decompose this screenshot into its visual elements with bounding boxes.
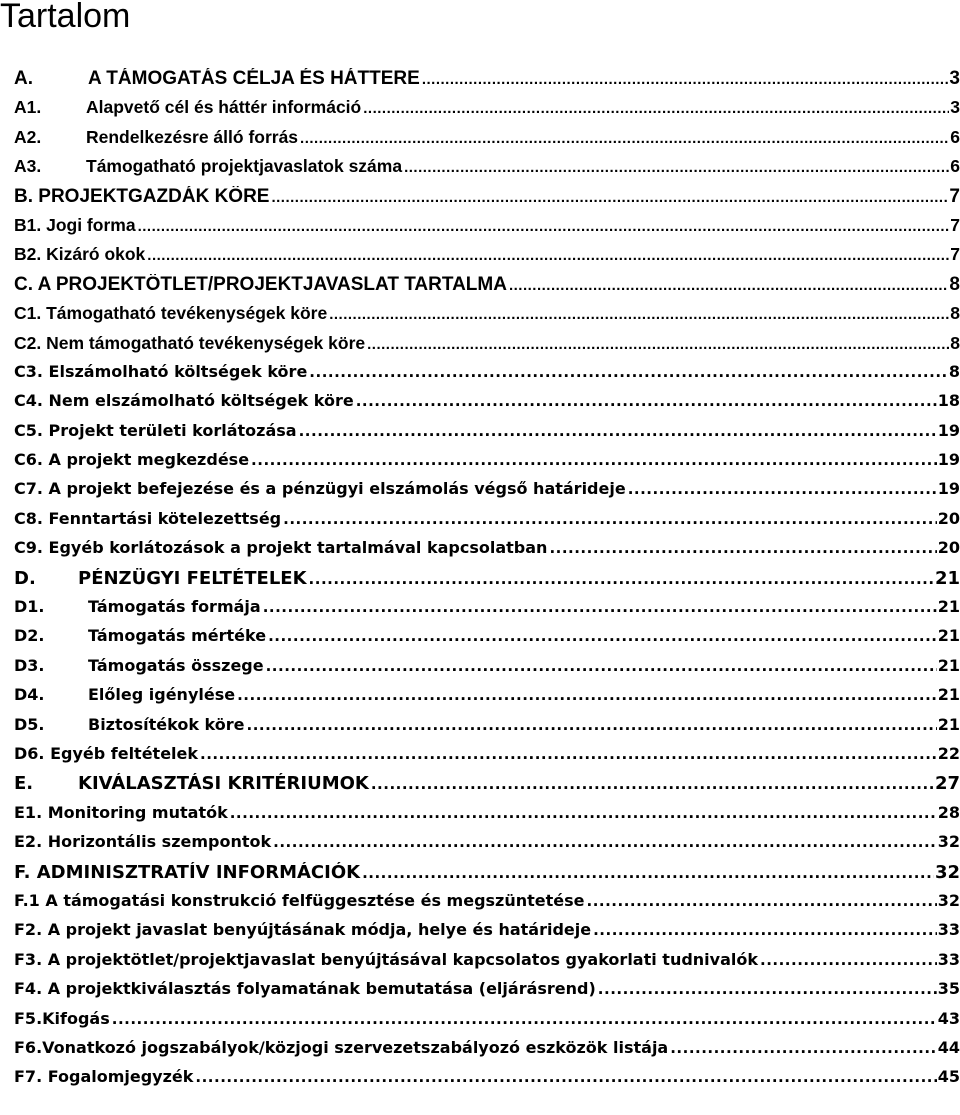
- toc-entry-page-number: 21: [937, 597, 960, 617]
- toc-entry[interactable]: [14, 832, 960, 861]
- toc-entry-label: F. ADMINISZTRATÍV INFORMÁCIÓK: [14, 861, 361, 883]
- toc-entry-label: B1. Jogi forma: [14, 214, 136, 235]
- toc-entry-label: A TÁMOGATÁS CÉLJA ÉS HÁTTERE: [88, 68, 420, 89]
- toc-dot-leader: [593, 921, 937, 939]
- toc-entry-number: D2.: [14, 626, 45, 646]
- toc-dot-leader: [266, 657, 937, 675]
- toc-dot-leader: [230, 804, 937, 822]
- toc-entry[interactable]: [14, 509, 960, 538]
- toc-entry-page-number: 21: [937, 714, 960, 734]
- toc-entry-label: B. PROJEKTGAZDÁK KÖRE: [14, 185, 270, 207]
- toc-entry-page-number: 33: [937, 949, 960, 969]
- toc-entry-page-number: 6: [950, 156, 960, 177]
- toc-entry[interactable]: [14, 362, 960, 391]
- toc-entry[interactable]: [14, 156, 960, 185]
- toc-entry-page-number: 21: [934, 567, 960, 589]
- toc-entry[interactable]: [14, 979, 960, 1008]
- toc-entry-label: KIVÁLASZTÁSI KRITÉRIUMOK: [78, 773, 369, 795]
- toc-dot-leader: [422, 71, 949, 88]
- toc-dot-leader: [299, 422, 937, 440]
- toc-dot-leader: [138, 218, 950, 235]
- toc-entry-page-number: 20: [937, 508, 960, 528]
- toc-dot-leader: [356, 392, 937, 410]
- toc-entry[interactable]: [14, 773, 960, 802]
- toc-entry-number: D.: [14, 567, 36, 589]
- toc-entry-page-number: 6: [950, 126, 960, 147]
- toc-entry-page-number: 19: [937, 479, 960, 499]
- toc-entry-page-number: 45: [937, 1067, 960, 1087]
- toc-entry-number: D3.: [14, 655, 45, 675]
- toc-entry[interactable]: [14, 391, 960, 420]
- toc-entry[interactable]: [14, 303, 960, 332]
- toc-entry[interactable]: [14, 715, 960, 744]
- toc-entry-label: C6. A projekt megkezdése: [14, 450, 250, 470]
- toc-dot-leader: [362, 864, 934, 882]
- toc-dot-leader: [273, 833, 937, 851]
- toc-entry-page-number: 7: [950, 214, 960, 235]
- toc-entry[interactable]: [14, 597, 960, 626]
- toc-entry-number: A2.: [14, 126, 42, 147]
- toc-entry-label: C2. Nem támogatható tevékenységek köre: [14, 332, 366, 353]
- toc-dot-leader: [309, 363, 948, 381]
- toc-dot-leader: [147, 247, 949, 264]
- toc-entry-label: F4. A projektkiválasztás folyamatának bemutatása (eljárásrend): [14, 979, 596, 999]
- toc-entry[interactable]: [14, 421, 960, 450]
- toc-entry[interactable]: [14, 803, 960, 832]
- toc-entry-page-number: 19: [937, 420, 960, 440]
- toc-dot-leader: [363, 100, 949, 117]
- toc-entry-number: D5.: [14, 714, 45, 734]
- toc-entry-page-number: 7: [950, 244, 960, 265]
- toc-dot-leader: [598, 980, 937, 998]
- toc-entry[interactable]: [14, 626, 960, 655]
- toc-entry-page-number: 28: [937, 802, 960, 822]
- toc-dot-leader: [371, 775, 934, 793]
- toc-entry[interactable]: [14, 215, 960, 244]
- toc-entry-label: Támogatás összege: [88, 655, 264, 675]
- toc-entry-label: Biztosítékok köre: [88, 714, 245, 734]
- toc-entry-label: C5. Projekt területi korlátozása: [14, 420, 297, 440]
- table-of-contents: [14, 68, 960, 1097]
- toc-entry[interactable]: [14, 68, 960, 97]
- toc-dot-leader: [549, 539, 936, 557]
- toc-dot-leader: [195, 1068, 936, 1086]
- toc-dot-leader: [670, 1039, 937, 1057]
- toc-entry-page-number: 44: [937, 1037, 960, 1057]
- toc-entry-label: PÉNZÜGYI FELTÉTELEK: [78, 567, 307, 589]
- toc-entry-label: C4. Nem elszámolható költségek köre: [14, 391, 354, 411]
- toc-dot-leader: [200, 745, 937, 763]
- toc-entry-page-number: 7: [949, 185, 960, 207]
- toc-dot-leader: [112, 1010, 937, 1028]
- toc-entry[interactable]: [14, 950, 960, 979]
- toc-entry-label: C. A PROJEKTÖTLET/PROJEKTJAVASLAT TARTALMA: [14, 273, 507, 295]
- toc-entry[interactable]: [14, 538, 960, 567]
- toc-dot-leader: [760, 951, 937, 969]
- toc-entry[interactable]: [14, 1009, 960, 1038]
- toc-entry-label: E2. Horizontális szempontok: [14, 832, 272, 852]
- toc-entry-page-number: 21: [937, 655, 960, 675]
- toc-entry-label: F5.Kifogás: [14, 1008, 110, 1028]
- toc-entry[interactable]: [14, 568, 960, 597]
- toc-entry-label: Támogatás formája: [88, 597, 261, 617]
- toc-entry-label: F3. A projektötlet/projektjavaslat benyújtásával kapcsolatos gyakorlati tudnivalók: [14, 949, 759, 969]
- toc-dot-leader: [628, 480, 937, 498]
- toc-dot-leader: [309, 570, 934, 588]
- toc-entry-label: Támogatás mértéke: [88, 626, 267, 646]
- toc-entry-page-number: 21: [937, 685, 960, 705]
- toc-entry[interactable]: [14, 685, 960, 714]
- toc-entry[interactable]: [14, 333, 960, 362]
- toc-entry-page-number: 3: [950, 97, 960, 118]
- toc-dot-leader: [247, 716, 937, 734]
- toc-dot-leader: [509, 277, 948, 294]
- toc-entry-label: C3. Elszámolható költségek köre: [14, 361, 308, 381]
- toc-dot-leader: [300, 130, 949, 147]
- toc-entry-page-number: 43: [937, 1008, 960, 1028]
- toc-entry[interactable]: [14, 274, 960, 303]
- toc-entry[interactable]: [14, 1038, 960, 1067]
- toc-entry-label: E1. Monitoring mutatók: [14, 802, 228, 822]
- toc-entry-label: B2. Kizáró okok: [14, 244, 146, 265]
- toc-entry[interactable]: [14, 127, 960, 156]
- toc-entry[interactable]: [14, 656, 960, 685]
- page-title: Tartalom: [0, 0, 131, 35]
- toc-dot-leader: [263, 598, 937, 616]
- toc-dot-leader: [237, 686, 937, 704]
- toc-entry[interactable]: [14, 1067, 960, 1096]
- toc-entry-page-number: 33: [937, 920, 960, 940]
- toc-entry-label: Előleg igénylése: [88, 685, 236, 705]
- toc-entry[interactable]: [14, 479, 960, 508]
- toc-dot-leader: [271, 189, 948, 206]
- toc-entry-page-number: 19: [937, 450, 960, 470]
- toc-entry[interactable]: [14, 744, 960, 773]
- toc-entry[interactable]: [14, 244, 960, 273]
- toc-entry[interactable]: [14, 97, 960, 126]
- toc-entry-page-number: 8: [949, 273, 960, 295]
- toc-dot-leader: [367, 336, 949, 353]
- toc-entry-label: C9. Egyéb korlátozások a projekt tartalmával kapcsolatban: [14, 538, 548, 558]
- toc-entry-page-number: 8: [948, 361, 960, 381]
- toc-entry-number: E.: [14, 773, 34, 795]
- toc-entry-page-number: 35: [937, 979, 960, 999]
- toc-dot-leader: [268, 627, 937, 645]
- toc-entry-page-number: 21: [937, 626, 960, 646]
- toc-entry-label: C7. A projekt befejezése és a pénzügyi elszámolás végső határideje: [14, 479, 626, 499]
- toc-entry-number: A1.: [14, 97, 42, 118]
- toc-entry-label: Támogatható projektjavaslatok száma: [86, 156, 403, 177]
- toc-entry[interactable]: [14, 920, 960, 949]
- toc-entry-page-number: 8: [950, 332, 960, 353]
- toc-entry-page-number: 3: [949, 68, 960, 89]
- toc-entry-label: F6.Vonatkozó jogszabályok/közjogi szervezetszabályozó eszközök listája: [14, 1037, 669, 1057]
- toc-dot-leader: [587, 892, 937, 910]
- toc-dot-leader: [329, 306, 949, 323]
- toc-entry-number: D4.: [14, 685, 45, 705]
- toc-entry-label: F7. Fogalomjegyzék: [14, 1067, 194, 1087]
- toc-entry-page-number: 27: [934, 773, 960, 795]
- toc-entry-page-number: 22: [937, 743, 960, 763]
- toc-entry-label: Alapvető cél és háttér információ: [86, 97, 362, 118]
- toc-entry[interactable]: [14, 862, 960, 891]
- toc-entry-label: Rendelkezésre álló forrás: [86, 126, 299, 147]
- toc-dot-leader: [283, 510, 937, 528]
- toc-entry-page-number: 18: [937, 391, 960, 411]
- toc-entry-label: F.1 A támogatási konstrukció felfüggesztése és megszüntetése: [14, 890, 585, 910]
- toc-dot-leader: [404, 159, 949, 176]
- toc-entry-page-number: 32: [937, 832, 960, 852]
- toc-entry-number: A3.: [14, 156, 42, 177]
- toc-entry-page-number: 32: [934, 861, 960, 883]
- toc-entry-number: A.: [14, 68, 33, 89]
- toc-entry-label: D6. Egyéb feltételek: [14, 743, 199, 763]
- toc-entry-page-number: 8: [950, 303, 960, 324]
- toc-entry-label: C8. Fenntartási kötelezettség: [14, 508, 282, 528]
- toc-entry-number: D1.: [14, 597, 45, 617]
- toc-dot-leader: [251, 451, 937, 469]
- toc-entry-label: C1. Támogatható tevékenységek köre: [14, 303, 328, 324]
- toc-entry[interactable]: [14, 450, 960, 479]
- toc-entry-page-number: 20: [937, 538, 960, 558]
- toc-entry[interactable]: [14, 891, 960, 920]
- toc-entry-label: F2. A projekt javaslat benyújtásának módja, helye és határideje: [14, 920, 592, 940]
- toc-entry-page-number: 32: [937, 890, 960, 910]
- toc-entry[interactable]: [14, 186, 960, 215]
